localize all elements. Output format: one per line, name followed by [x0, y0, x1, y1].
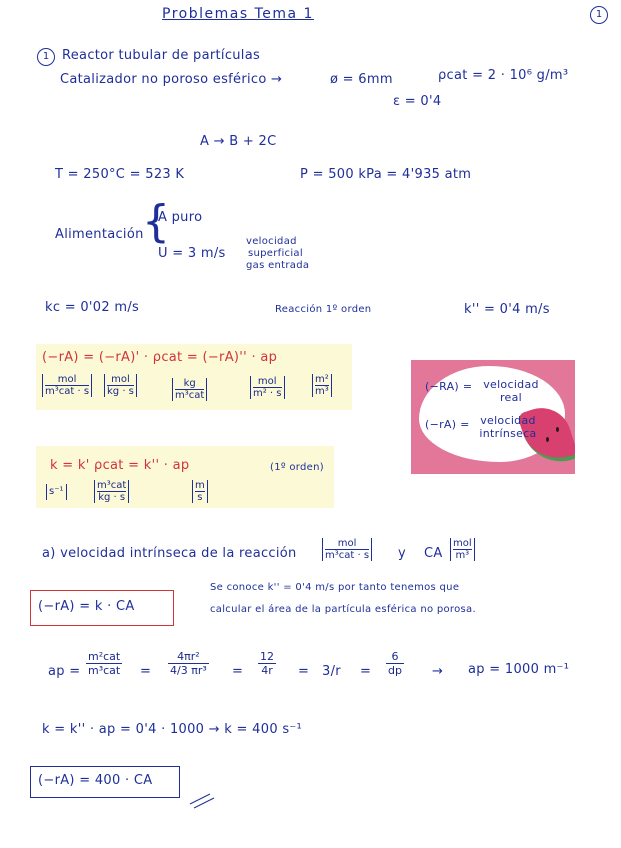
unit-k-double-prime: m s	[192, 480, 208, 503]
equals-sign: =	[360, 664, 372, 679]
problem-title: Reactor tubular de partículas	[62, 48, 261, 63]
sticker-note	[411, 360, 575, 474]
feed-note-3: gas entrada	[246, 260, 310, 271]
equals-sign: =	[232, 664, 244, 679]
seed-icon	[546, 437, 549, 442]
equals-sign: =	[298, 664, 310, 679]
feed-note-1: velocidad	[246, 236, 297, 247]
feed-velocity: U = 3 m/s	[158, 246, 226, 261]
feed-brace: {	[142, 196, 170, 247]
pressure: P = 500 kPa = 4'935 atm	[300, 167, 472, 182]
arrow-icon: →	[432, 664, 444, 679]
unit-k: s⁻¹	[46, 484, 67, 500]
reaction-equation: A → B + 2C	[200, 134, 277, 149]
k-order-note: (1º orden)	[270, 462, 324, 473]
equals-sign: =	[140, 664, 152, 679]
unit-rate-area: mol m² · s	[250, 376, 285, 399]
unit-rate-mass: mol kg · s	[104, 374, 137, 397]
diameter: ø = 6mm	[330, 72, 393, 87]
feed-pure: A puro	[158, 210, 203, 225]
problem-number: 1	[37, 48, 55, 66]
unit-k-prime: m³cat kg · s	[94, 480, 129, 503]
final-result: (−rA) = 400 · CA	[38, 773, 153, 788]
k-highlight	[36, 446, 334, 508]
page-title: Problemas Tema 1	[162, 6, 314, 22]
k-equation: k = k' ρcat = k'' · ap	[50, 458, 190, 473]
ap-fraction-5: $\frac{6}{dp}$	[388, 650, 402, 677]
end-mark	[190, 794, 210, 804]
unit-rate-volume: mol m³cat · s	[42, 374, 92, 397]
sticker-intrinsic-text: velocidad intrínseca	[479, 414, 537, 440]
unit-density: kg m³cat	[172, 378, 207, 401]
k-double-prime: k'' = 0'4 m/s	[464, 302, 550, 317]
ap-fraction-3: $\frac{12}{4r}$	[260, 650, 274, 677]
connector-y: y	[398, 546, 406, 561]
catalyst-density: ρcat = 2 · 10⁶ g/m³	[438, 68, 569, 83]
sticker-intrinsic-label: (−rA) =	[425, 418, 470, 431]
kc-value: kc = 0'02 m/s	[45, 300, 140, 315]
ca-label: CA	[424, 546, 443, 561]
temperature: T = 250°C = 523 K	[55, 167, 185, 182]
known-line-2: calcular el área de la partícula esférica no porosa.	[210, 604, 476, 615]
porosity: ε = 0'4	[393, 94, 442, 109]
rate-equation: (−rA) = (−rA)' · ρcat = (−rA)'' · ap	[42, 350, 278, 365]
part-a-heading: a) velocidad intrínseca de la reacción	[42, 546, 297, 561]
unit-intrinsic-rate: mol m³cat · s	[322, 538, 372, 561]
catalyst-line: Catalizador no poroso esférico →	[60, 72, 283, 87]
k-calculation: k = k'' · ap = 0'4 · 1000 → k = 400 s⁻¹	[42, 722, 303, 737]
reaction-order: Reacción 1º orden	[275, 304, 372, 315]
sticker-real-text: velocidad real	[483, 378, 539, 404]
unit-concentration: mol m³	[450, 538, 475, 561]
feed-note-2: superficial	[248, 248, 303, 259]
ap-label: ap =	[48, 664, 81, 679]
end-mark	[194, 798, 214, 808]
rate-law: (−rA) = k · CA	[38, 599, 135, 614]
ap-fraction-1: m²cat m³cat	[88, 650, 121, 677]
ap-result: ap = 1000 m⁻¹	[468, 662, 570, 677]
feed-label: Alimentación	[55, 227, 144, 242]
unit-specific-area: m² m³	[312, 374, 332, 397]
ap-fraction-4: 3/r	[322, 664, 341, 679]
ap-fraction-2: $\frac{\text{4πr²}}{\text{4/3 πr³}}$	[170, 650, 207, 677]
page-number: 1	[590, 6, 608, 24]
seed-icon	[556, 427, 559, 432]
sticker-real-label: (−RA) =	[425, 380, 473, 393]
known-line-1: Se conoce k'' = 0'4 m/s por tanto tenemos que	[210, 582, 460, 593]
